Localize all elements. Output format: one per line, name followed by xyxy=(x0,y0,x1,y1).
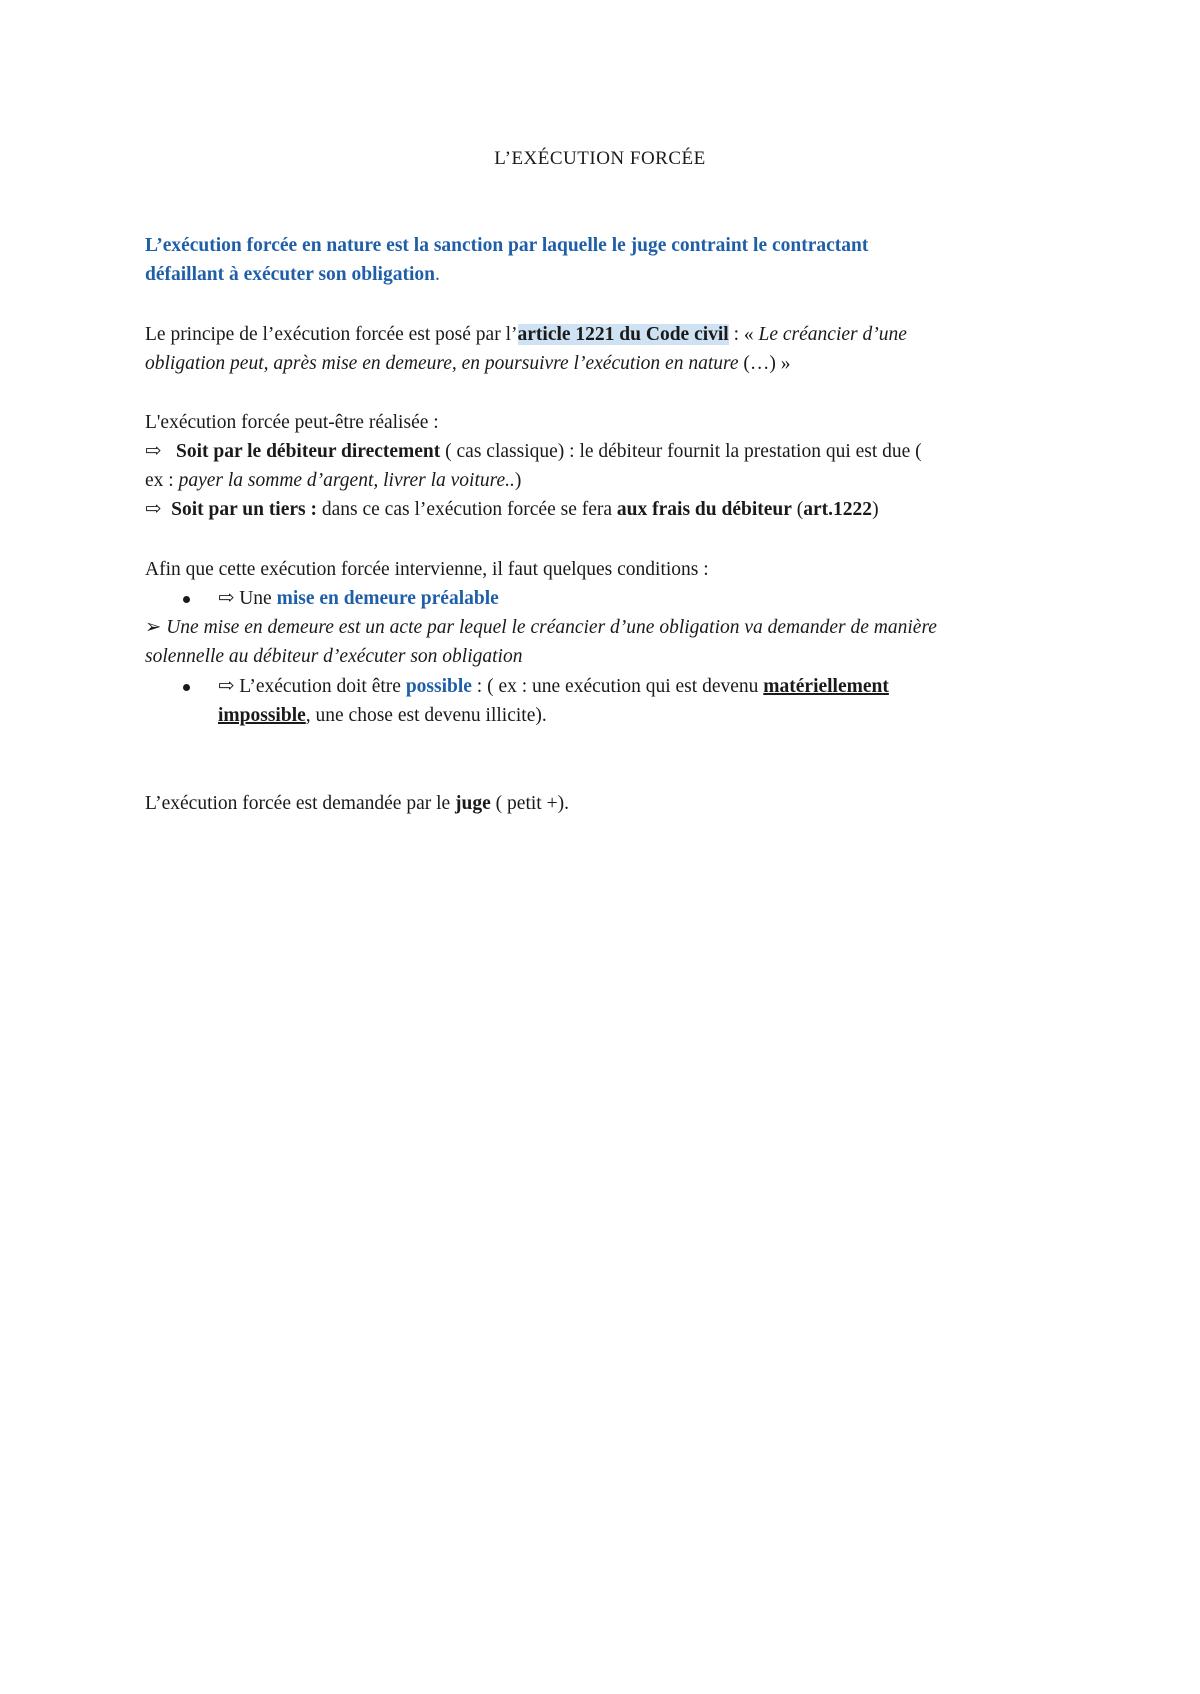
bullet-icon xyxy=(183,596,190,603)
bullet-icon xyxy=(183,684,190,691)
condition-note-2: solennelle au débiteur d’exécuter son obligation xyxy=(145,646,523,667)
principe-line-2: obligation peut, après mise en demeure, en poursuivre l’exécution en nature (…) » xyxy=(145,353,791,374)
condition-2-cont: impossible, une chose est devenu illicite). xyxy=(218,705,547,726)
condition-note-1: ➢ Une mise en demeure est un acte par lequel le créancier d’une obligation va demander de manière xyxy=(145,617,937,638)
conditions-intro: Afin que cette exécution forcée intervienne, il faut quelques conditions : xyxy=(145,559,709,580)
realisee-item-1: ⇨ Soit par le débiteur directement ( cas classique) : le débiteur fournit la prestation qui est due ( xyxy=(145,441,922,462)
arrow-icon: ⇨ xyxy=(145,499,162,520)
condition-2: ⇨ L’exécution doit être possible : ( ex : une exécution qui est devenu matériellement xyxy=(145,672,889,701)
realisee-intro: L'exécution forcée peut-être réalisée : xyxy=(145,412,439,433)
final-line: L’exécution forcée est demandée par le juge ( petit +). xyxy=(145,793,569,814)
realisee-item-2: ⇨ Soit par un tiers : dans ce cas l’exécution forcée se fera aux frais du débiteur (art.1222) xyxy=(145,499,879,520)
definition-line-1: L’exécution forcée en nature est la sanction par laquelle le juge contraint le contractant xyxy=(145,235,869,256)
arrow-icon: ⇨ xyxy=(145,441,162,462)
page-title: L’EXÉCUTION FORCÉE xyxy=(494,148,706,169)
realisee-item-1-example: ex : payer la somme d’argent, livrer la voiture..) xyxy=(145,470,522,491)
condition-1: ⇨ Une mise en demeure préalable xyxy=(145,584,499,613)
principe-line-1: Le principe de l’exécution forcée est posé par l’article 1221 du Code civil : « Le créancier d’une xyxy=(145,324,907,345)
definition-line-2: défaillant à exécuter son obligation. xyxy=(145,264,440,285)
article-reference: article 1221 du Code civil xyxy=(517,324,729,345)
